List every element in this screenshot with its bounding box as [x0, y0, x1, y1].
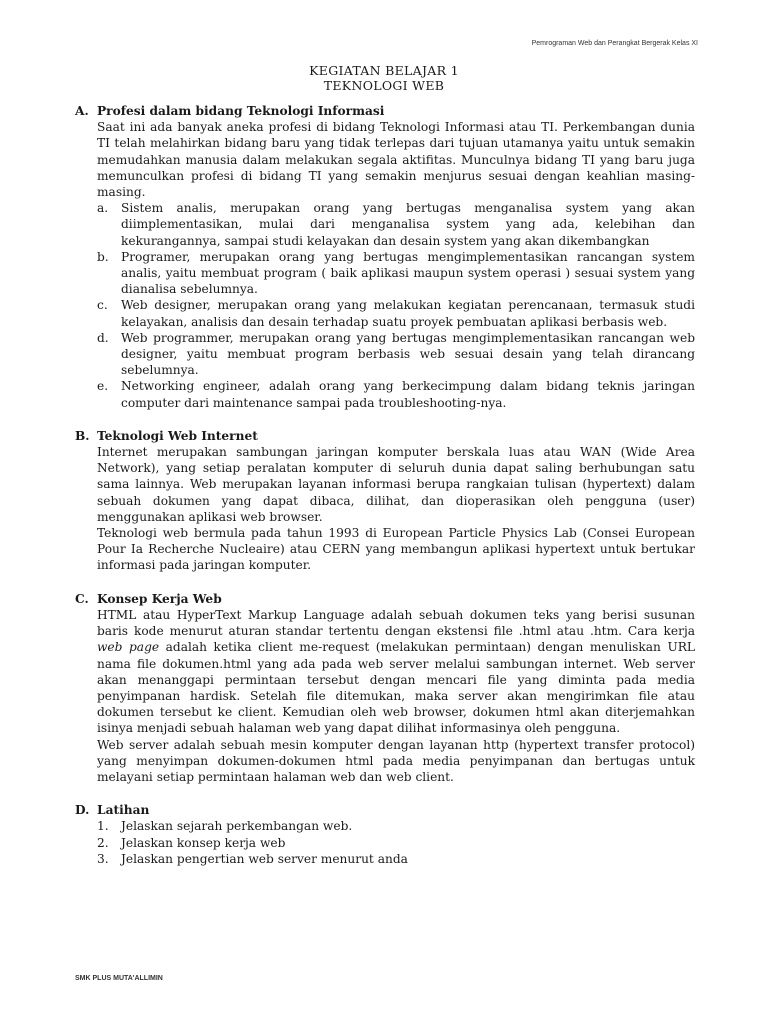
list-item	[97, 200, 695, 249]
section-b-heading	[75, 428, 695, 444]
section-c-content	[75, 607, 695, 785]
page-title	[0, 63, 768, 93]
list-marker: b.	[97, 249, 109, 264]
paragraph: Teknologi web bermula pada tahun 1993 di European Particle Physics Lab (Consei European Pour Ia Recherche Nucleaire) atau CERN yang membangun aplikasi hypertext untuk bertukar informasi pada jaringan komputer.	[97, 526, 695, 573]
list-item	[97, 835, 695, 851]
list-item	[97, 330, 695, 379]
exercise-list	[97, 818, 695, 867]
running-footer: SMK PLUS MUTA'ALLIMIN	[75, 975, 163, 982]
section-d	[75, 802, 695, 867]
list-item	[97, 249, 695, 298]
list-marker: 1.	[97, 819, 109, 834]
paragraph: Web server adalah sebuah mesin komputer dengan layanan http (hypertext transfer protocol) yang menyimpan dokumen-dokumen html pada media penyimpanan dan bertugas untuk melayani setiap permintaan halaman web dan web client.	[97, 737, 695, 784]
list-item	[97, 818, 695, 834]
list-item-text: Jelaskan konsep kerja web	[121, 835, 286, 850]
document-body	[75, 103, 695, 884]
section-title: Profesi dalam bidang Teknologi Informasi	[97, 104, 385, 118]
section-d-content	[75, 818, 695, 867]
title-line-1: KEGIATAN BELAJAR 1	[309, 63, 459, 78]
list-item	[97, 297, 695, 329]
paragraph: Internet merupakan sambungan jaringan komputer berskala luas atau WAN (Wide Area Network), yang setiap peralatan komputer di seluruh dunia dapat saling berhubungan satu sama lainnya. Web merupakan layanan informasi berupa rangkaian tulisan (hypertext) dalam sebuah dokumen yang dapat dibaca, dilihat, dan dioperasikan oleh pengguna (user) menggunakan aplikasi web browser.	[97, 445, 695, 524]
list-item-text: Programer, merupakan orang yang bertugas mengimplementasikan rancangan system analis, yaitu membuat program ( baik aplikasi maupun system operasi ) sesuai system yang dianalisa sebelumnya.	[121, 249, 695, 297]
section-letter: A.	[75, 104, 89, 118]
section-b	[75, 428, 695, 574]
list-item	[97, 378, 695, 410]
italic-term: web page	[97, 640, 160, 655]
running-header: Pemrograman Web dan Perangkat Bergerak Kelas XI	[531, 40, 698, 47]
list-marker: c.	[97, 298, 108, 313]
section-letter: B.	[75, 428, 90, 443]
list-marker: d.	[97, 330, 109, 345]
paragraph-text: HTML atau HyperText Markup Language adalah sebuah dokumen teks yang berisi susunan baris kode menurut aturan standar tertentu dengan ekstensi file .html atau .htm. Cara kerja	[97, 607, 695, 639]
list-item-text: Jelaskan sejarah perkembangan web.	[121, 819, 353, 834]
section-a-content	[75, 119, 695, 411]
list-item-text: Sistem analis, merupakan orang yang bertugas menganalisa system yang akan diimplementasikan, mulai dari menganalisa system yang ada, kelebihan dan kekurangannya, sampai studi kelayakan dan desain system yang akan dikembangkan	[121, 201, 695, 248]
list-item-text: Networking engineer, adalah orang yang berkecimpung dalam bidang teknis jaringan computer dari maintenance sampai pada troubleshooting-nya.	[121, 379, 695, 410]
paragraph: Saat ini ada banyak aneka profesi di bidang Teknologi Informasi atau TI. Perkembangan dunia TI telah melahirkan bidang baru yang tidak terlepas dari tujuan utamanya yaitu untuk semakin memudahkan manusia dalam melakukan segala aktifitas. Munculnya bidang TI yang baru juga memunculkan profesi di bidang TI yang semakin menjurus sesuai dengan keahlian masing-masing.	[97, 120, 695, 200]
section-b-content	[75, 444, 695, 574]
list-item	[97, 851, 695, 867]
section-title: Latihan	[97, 803, 150, 818]
section-title: Konsep Kerja Web	[97, 591, 222, 606]
list-marker: 2.	[97, 835, 109, 850]
section-title: Teknologi Web Internet	[97, 428, 258, 443]
paragraph	[97, 607, 695, 737]
section-a-heading	[75, 103, 695, 119]
list-marker: 3.	[97, 851, 109, 866]
section-d-heading	[75, 802, 695, 818]
section-letter: D.	[75, 803, 90, 818]
section-c	[75, 591, 695, 785]
list-item-text: Web designer, merupakan orang yang melakukan kegiatan perencanaan, termasuk studi kelayakan, analisis dan desain terhadap suatu proyek pembuatan aplikasi berbasis web.	[121, 298, 695, 329]
profession-list	[97, 200, 695, 411]
title-line-2: TEKNOLOGI WEB	[323, 78, 445, 93]
list-item-text: Web programmer, merupakan orang yang bertugas mengimplementasikan rancangan web designer, yaitu membuat program berbasis web sesuai desain yang telah dirancang sebelumnya.	[121, 330, 695, 378]
paragraph-text: adalah ketika client me-request (melakukan permintaan) dengan menuliskan URL nama file dokumen.html yang ada pada web server melalui sambungan internet. Web server akan menanggapi permintaan tersebut dengan mencari file yang diminta pada media penyimpanan hardisk. Setelah file ditemukan, maka server akan mengirimkan file atau dokumen tersebut ke client. Kemudian oleh web browser, dokumen html akan diterjemahkan isinya menjadi sebuah halaman web yang dapat dilihat informasinya oleh pengguna.	[97, 640, 695, 736]
section-c-heading	[75, 591, 695, 607]
list-marker: e.	[97, 379, 109, 394]
section-a	[75, 103, 695, 411]
list-item-text: Jelaskan pengertian web server menurut anda	[121, 851, 408, 866]
list-marker: a.	[97, 201, 109, 216]
section-letter: C.	[75, 591, 89, 606]
